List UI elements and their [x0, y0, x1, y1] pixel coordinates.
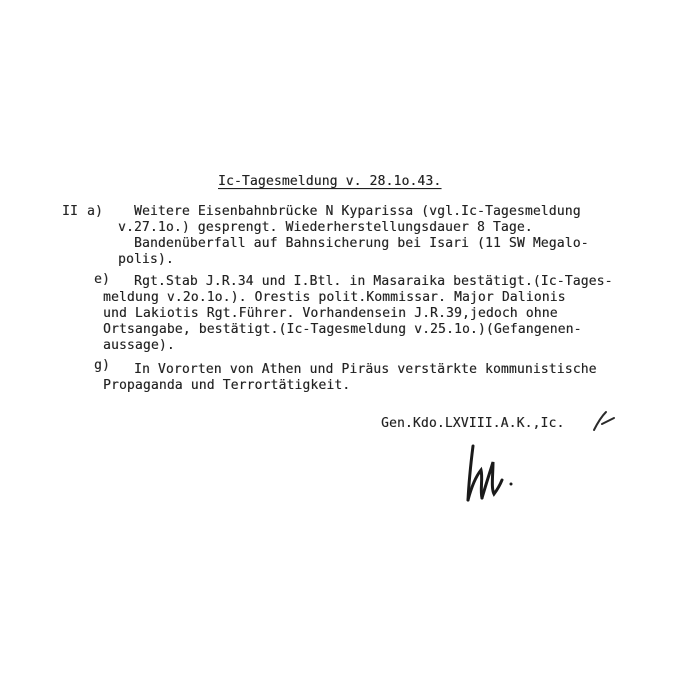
pen-mark: [588, 410, 618, 436]
item-g-line-2: Propaganda und Terrortätigkeit.: [103, 378, 351, 393]
item-g-marker: g): [94, 358, 110, 373]
section-number: II: [62, 204, 78, 219]
sender-line: Gen.Kdo.LXVIII.A.K.,Ic.: [381, 416, 565, 431]
item-e-line-2: meldung v.2o.1o.). Orestis polit.Kommissar. Major Dalionis: [103, 290, 566, 305]
item-g-line-1: In Vororten von Athen und Piräus verstärkte kommunistische: [134, 362, 597, 377]
item-a-line-2: v.27.1o.) gesprengt. Wiederherstellungsdauer 8 Tage.: [118, 220, 533, 235]
item-a-line-4: polis).: [118, 252, 174, 267]
item-a-line-1: Weitere Eisenbahnbrücke N Kyparissa (vgl.Ic-Tagesmeldung: [134, 204, 581, 219]
item-a-marker: a): [87, 204, 103, 219]
item-e-line-1: Rgt.Stab J.R.34 und I.Btl. in Masaraika bestätigt.(Ic-Tages-: [134, 274, 613, 289]
item-e-line-4: Ortsangabe, bestätigt.(Ic-Tagesmeldung v.25.1o.)(Gefangenen-: [103, 322, 582, 337]
handwritten-signature: [455, 440, 525, 510]
item-e-marker: e): [94, 272, 110, 287]
item-e-line-3: und Lakiotis Rgt.Führer. Vorhandensein J.R.39,jedoch ohne: [103, 306, 558, 321]
document-title: Ic-Tagesmeldung v. 28.1o.43.: [218, 174, 442, 189]
item-e-line-5: aussage).: [103, 338, 175, 353]
item-a-line-3: Bandenüberfall auf Bahnsicherung bei Isari (11 SW Megalo-: [134, 236, 589, 251]
